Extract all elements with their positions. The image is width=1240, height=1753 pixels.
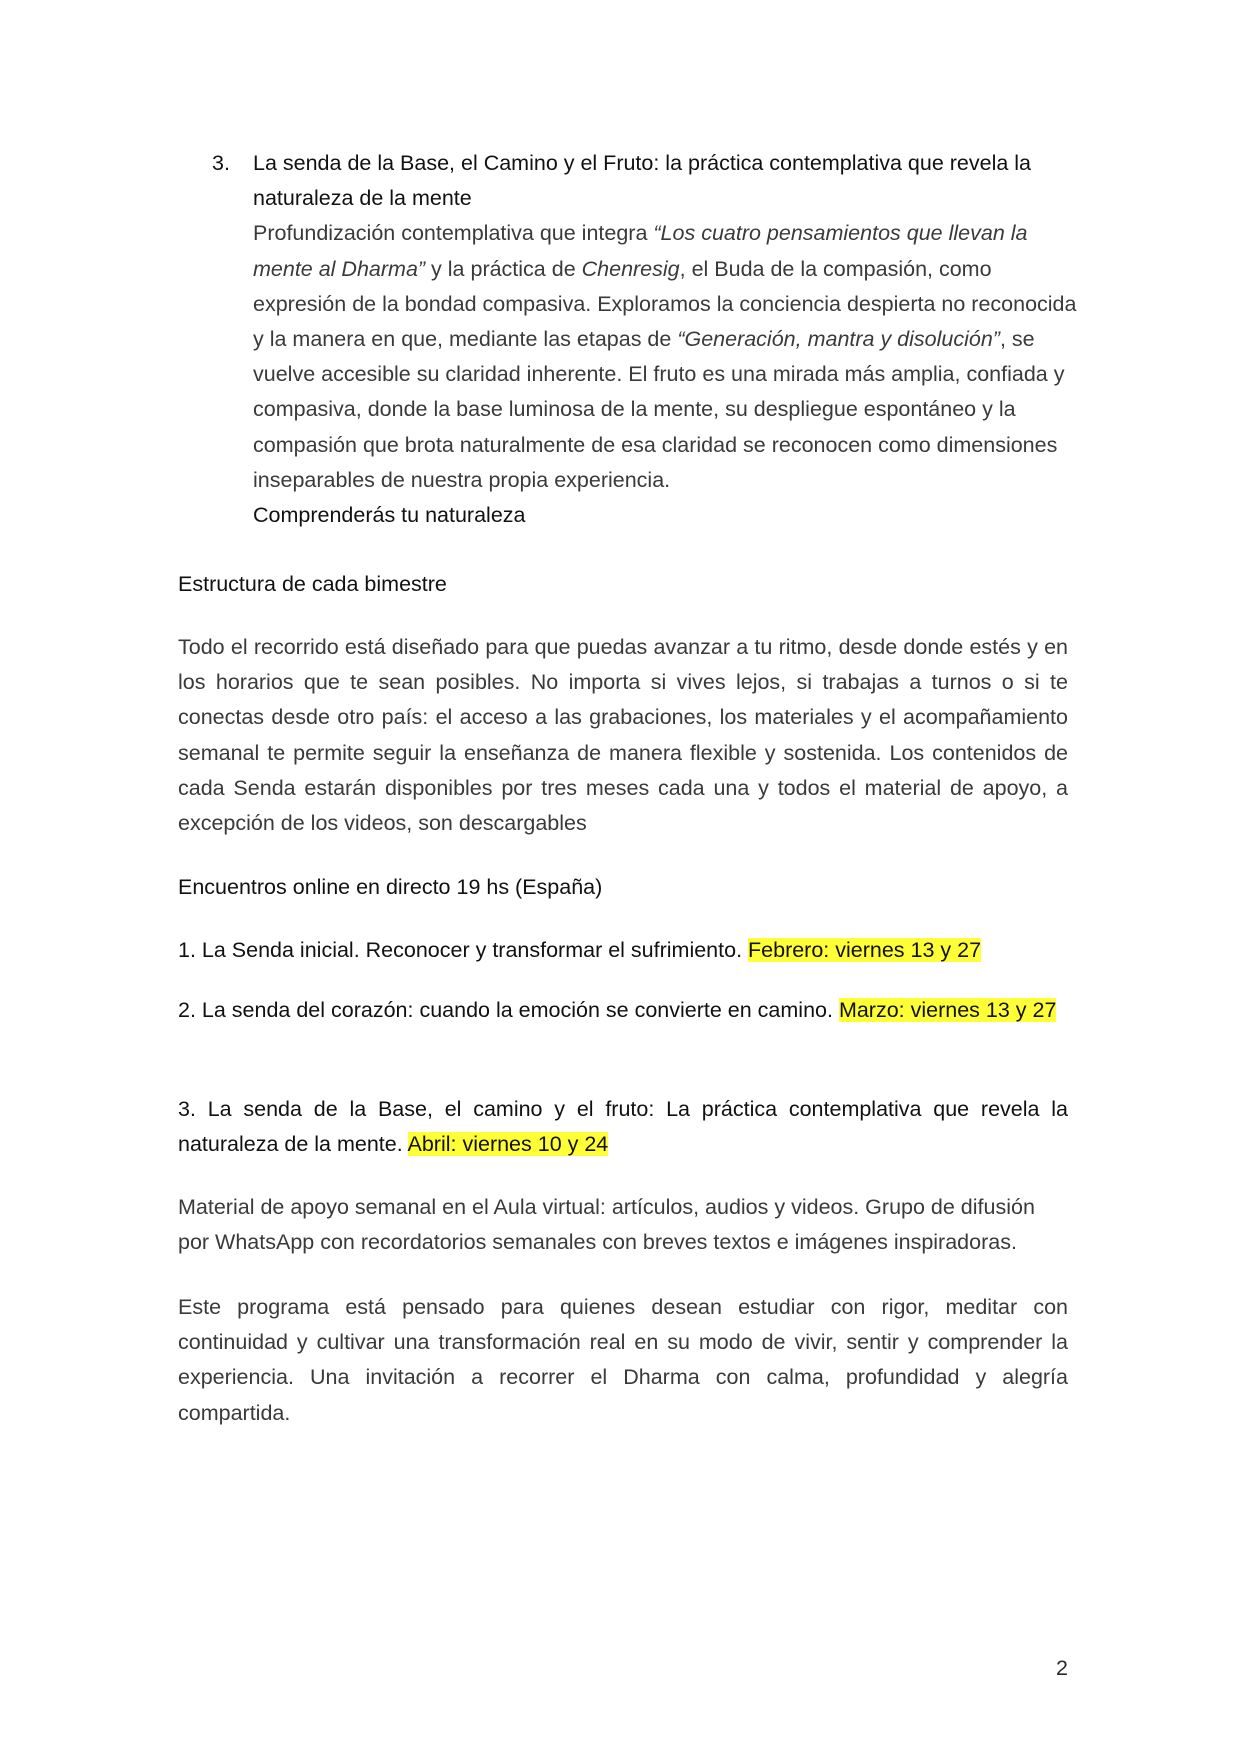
schedule-item-1: 1. La Senda inicial. Reconocer y transformar el sufrimiento. Febrero: viernes 13 y 27 (178, 938, 982, 962)
structure-paragraph: Todo el recorrido está diseñado para que puedas avanzar a tu ritmo, desde donde estés y en los horarios que te sean posibles. No importa si vives lejos, si trabajas a turnos o si te conectas desde otro país: el acceso a las grabaciones, los materiales y el acompañamiento semanal te permite seguir la enseñanza de manera flexible y sostenida. Los contenidos de cada Senda estarán disponibles por tres meses cada una y todos el material de apoyo, a excepción de los videos, son descargables (178, 635, 1068, 836)
structure-heading: Estructura de cada bimestre (178, 572, 447, 596)
item-title: La senda de la Base, el Camino y el Fruto: la práctica contemplativa que revela la naturaleza de la mente (253, 151, 1032, 211)
item-number: 3. (212, 151, 230, 175)
support-paragraph: Material de apoyo semanal en el Aula virtual: artículos, audios y videos. Grupo de difusión por WhatsApp con recordatorios semanales con breves textos e imágenes inspiradoras. (178, 1195, 1035, 1255)
item-description: Profundización contemplativa que integra “Los cuatro pensamientos que llevan la mente al Dharma” y la práctica de Chenresig, el Buda de la compasión, como expresión de la bondad compasiva. Exploramos la conciencia despierta no reconocida y la manera en que, mediante las etapas de “Generación, mantra y disolución”, se vuelve accesible su claridad inherente. El fruto es una mirada más amplia, confiada y compasiva, donde la base luminosa de la mente, su despliegue espontáneo y la compasión que brota naturalmente de esa claridad se reconocen como dimensiones inseparables de nuestra propia experiencia. (253, 221, 1077, 492)
date-highlight: Abril: viernes 10 y 24 (407, 1132, 609, 1157)
closing-paragraph: Este programa está pensado para quienes desean estudiar con rigor, meditar con continuidad y cultivar una transformación real en su modo de vivir, sentir y comprender la experiencia. Una invitación a recorrer el Dharma con calma, profundidad y alegría compartida. (178, 1295, 1068, 1425)
schedule-item-2: 2. La senda del corazón: cuando la emoción se convierte en camino. Marzo: viernes 13 y 27 (178, 998, 1057, 1022)
schedule-item-3: 3. La senda de la Base, el camino y el fruto: La práctica contemplativa que revela la naturaleza de la mente. Abril: viernes 10 y 24 (178, 1097, 1068, 1157)
page-number: 2 (1056, 1656, 1068, 1680)
item-closing: Comprenderás tu naturaleza (253, 503, 526, 528)
date-highlight: Marzo: viernes 13 y 27 (838, 998, 1057, 1022)
encounters-heading: Encuentros online en directo 19 hs (España) (178, 875, 603, 899)
date-highlight: Febrero: viernes 13 y 27 (748, 938, 982, 962)
program-item-3 (213, 146, 1079, 533)
